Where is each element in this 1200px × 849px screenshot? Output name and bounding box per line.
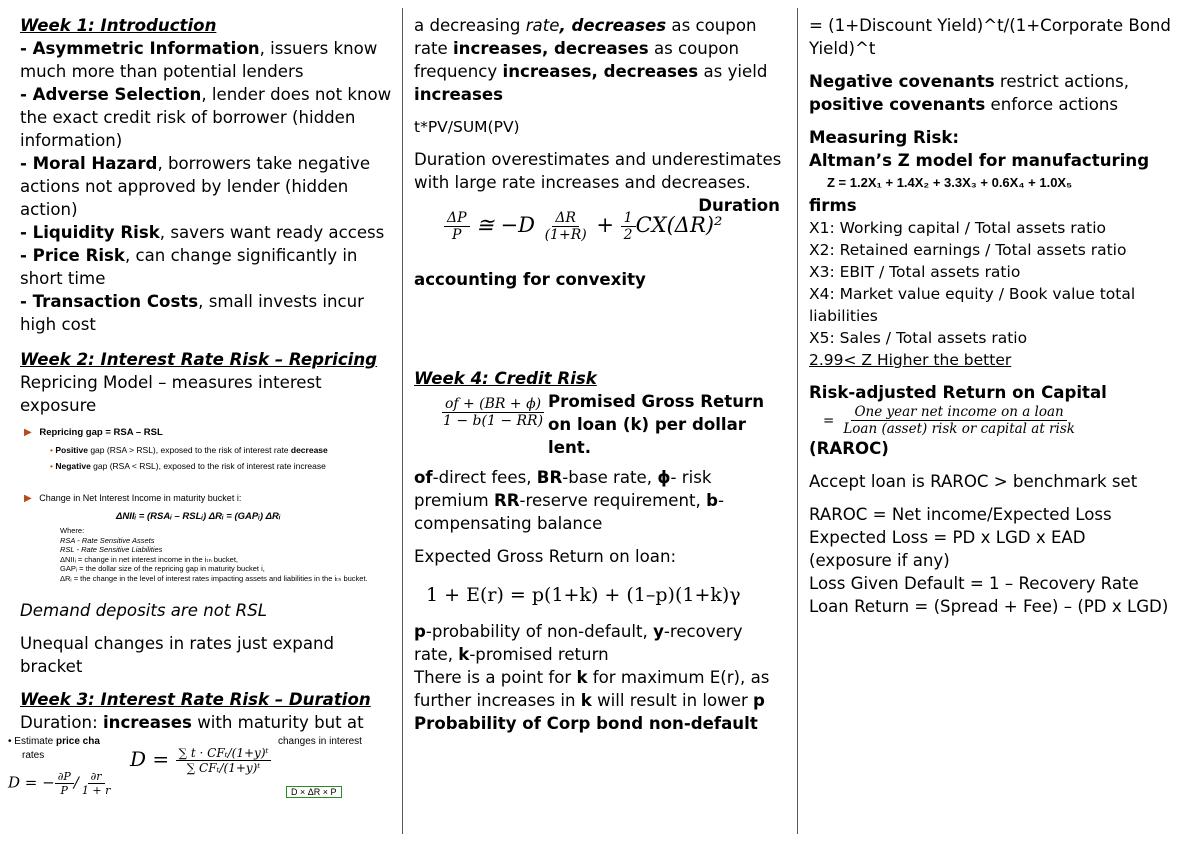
x-variable-item: X2: Retained earnings / Total assets ratio xyxy=(809,241,1127,259)
text-fragment: - risk premium xyxy=(414,468,712,510)
term-label: - Adverse Selection xyxy=(20,85,202,104)
week1-item xyxy=(20,152,392,221)
raroc-line: RAROC = Net income/Expected Loss xyxy=(809,505,1112,524)
text-fragment: rate xyxy=(525,16,560,35)
yield-formula: = (1+Discount Yield)^t/(1+Corporate Bond Yield)^t xyxy=(809,16,1171,58)
text-fragment: -reserve requirement, xyxy=(519,491,707,510)
changes-label: changes in interest xyxy=(278,736,362,747)
duration-sum-formula: D = $\frac{\text{∑ t · CFₜ/(1+y)ᵗ}}{\text{∑ CFₜ/(1+y)ᵗ}}$ xyxy=(130,746,271,775)
week1-item xyxy=(20,37,392,83)
text-fragment: There is a point for xyxy=(414,668,577,687)
column-1 xyxy=(8,14,392,804)
rates-label: rates xyxy=(22,750,45,761)
column-2 xyxy=(414,14,786,735)
term-description: , lender does not know the exact credit risk of borrower (hidden information) xyxy=(20,85,392,150)
text-fragment: of xyxy=(414,468,433,487)
measuring-risk-heading: Measuring Risk: xyxy=(809,128,960,147)
column-divider-1 xyxy=(402,8,403,834)
text-fragment: k xyxy=(458,645,470,664)
x-variable-list xyxy=(809,217,1189,349)
duration-note: Duration overestimates and underestimates with large rate increases and decreases. xyxy=(414,150,782,192)
x-variable-item: X1: Working capital / Total assets ratio xyxy=(809,219,1107,237)
raroc-abbreviation: (RAROC) xyxy=(809,439,889,458)
expected-return-formula: 1 + E(r) = p(1+k) + (1–p)(1+k)γ xyxy=(426,584,741,606)
text-fragment: k xyxy=(576,668,588,687)
term-label: - Price Risk xyxy=(20,246,125,265)
text-fragment: restrict actions, xyxy=(994,72,1130,91)
term-label: - Liquidity Risk xyxy=(20,223,160,242)
term-description: , issuers know much more than potential lenders xyxy=(20,39,378,81)
term-description: , savers want ready access xyxy=(159,223,385,242)
convexity-formula: $\frac{\Delta P}{P}$ ≅ −D $\frac{\Delta R}{(1+R)}$ + $\frac{1}{2}$ CX(ΔR)² xyxy=(444,210,722,243)
covenants-note xyxy=(809,70,1189,116)
change-nii-title: ▶ Change in Net Interest Income in maturity bucket i: xyxy=(24,493,242,504)
x-variable-item: X5: Sales / Total assets ratio xyxy=(809,329,1028,347)
max-return-note xyxy=(414,666,786,712)
corp-bond-heading: Probability of Corp bond non-default xyxy=(414,714,758,733)
repricing-definitions xyxy=(60,526,390,583)
term-description: , borrowers take negative actions not approved by lender (hidden action) xyxy=(20,154,371,219)
text-fragment: as coupon frequency xyxy=(414,39,740,81)
convexity-label: accounting for convexity xyxy=(414,270,646,289)
week1-item xyxy=(20,83,392,152)
duration-label: Duration xyxy=(698,196,780,215)
raroc-line: Loan Return = (Spread + Fee) – (PD x LGD) xyxy=(809,597,1169,616)
bullet-dot-icon: • xyxy=(50,461,53,471)
expected-return-heading: Expected Gross Return on loan: xyxy=(414,547,677,566)
text-fragment: , decreases xyxy=(559,16,667,35)
text-fragment: increases xyxy=(414,85,503,104)
bullet-arrow-icon: ▶ xyxy=(24,427,32,438)
def-gap: GAPᵢ = the dollar size of the repricing gap in maturity bucket i, xyxy=(60,564,265,573)
bullet-arrow-icon: ▶ xyxy=(24,493,32,504)
raroc-final-lines xyxy=(809,503,1189,618)
duration-formula-text: t*PV/SUM(PV) xyxy=(414,118,520,136)
unequal-changes-note: Unequal changes in rates just expand bracket xyxy=(20,634,335,676)
duration-box: D × ΔR × P xyxy=(286,786,342,798)
column-divider-2 xyxy=(797,8,798,834)
bullet-dot-icon: • xyxy=(8,736,12,747)
text-fragment: will result in lower xyxy=(591,691,754,710)
negative-gap-line: • Negative gap (RSA < RSL), exposed to the risk of interest rate increase xyxy=(50,461,326,471)
bullet-dot-icon: • xyxy=(50,445,53,455)
nii-formula: ΔNIIᵢ = (RSAᵢ – RSLᵢ) ΔRᵢ = (GAPᵢ) ΔRᵢ xyxy=(116,511,281,522)
text-fragment: RR xyxy=(493,491,520,510)
positive-gap-line: • Positive gap (RSA > RSL), exposed to the risk of interest rate decrease xyxy=(50,445,328,455)
text-fragment: a decreasing xyxy=(414,16,526,35)
z-threshold-note: 2.99< Z Higher the better xyxy=(809,351,1012,369)
text-fragment: for maximum E(r), as further increases in xyxy=(414,668,770,710)
firms-label: firms xyxy=(809,196,857,215)
raroc-formula: = $\frac{\text{One year net income on a loan}}{\text{Loan (asset) risk or capital at risk}}$ xyxy=(823,404,1075,437)
raroc-line: (exposure if any) xyxy=(809,551,950,570)
text-fragment: as coupon rate xyxy=(414,16,757,58)
def-rsl: RSL - Rate Sensitive Liabilities xyxy=(60,545,163,554)
text-fragment: positive covenants xyxy=(809,95,986,114)
duration-formula-image xyxy=(8,734,388,804)
repricing-gap-image xyxy=(20,423,392,601)
column-3 xyxy=(809,14,1189,618)
text-fragment: as yield xyxy=(698,62,768,81)
convexity-formula-block xyxy=(414,194,786,268)
text-fragment: -promised return xyxy=(469,645,609,664)
repricing-gap-title: ▶ Repricing gap = RSA – RSL xyxy=(24,427,163,438)
term-description: , small invests incur high cost xyxy=(20,292,364,334)
promised-return-label: Promised Gross Return on loan (k) per dollar lent. xyxy=(548,392,765,457)
week1-item xyxy=(20,290,392,336)
week3-heading: Week 3: Interest Rate Risk – Duration xyxy=(20,690,371,709)
text-fragment: b xyxy=(706,491,718,510)
text-fragment: k xyxy=(580,691,592,710)
text-fragment: BR xyxy=(536,468,563,487)
week1-item xyxy=(20,244,392,290)
probability-definitions xyxy=(414,620,786,666)
x-variable-item: X3: EBIT / Total assets ratio xyxy=(809,263,1021,281)
def-rsa: RSA - Rate Sensitive Assets xyxy=(60,535,155,545)
promised-return-block xyxy=(414,390,786,466)
x-variable-item: X4: Market value equity / Book value total liabilities xyxy=(809,285,1136,325)
promised-return-formula: $\frac{of + (BR + \phi)}{1 - b(1 - RR)}$ xyxy=(443,396,544,429)
week3-intro: Duration: increases with maturity but at xyxy=(20,713,364,732)
text-fragment: -compensating balance xyxy=(414,491,724,533)
text-fragment: ϕ xyxy=(657,468,671,487)
term-label: - Asymmetric Information xyxy=(20,39,260,58)
text-fragment: -base rate, xyxy=(562,468,658,487)
duration-properties xyxy=(414,14,786,106)
text-fragment: -recovery rate, xyxy=(414,622,743,664)
text-fragment: p xyxy=(414,622,426,641)
text-fragment: enforce actions xyxy=(985,95,1119,114)
text-fragment: increases, decreases xyxy=(452,39,649,58)
accept-loan-note: Accept loan is RAROC > benchmark set xyxy=(809,472,1138,491)
week2-heading: Week 2: Interest Rate Risk – Repricing xyxy=(20,350,378,369)
text-fragment: Negative covenants xyxy=(809,72,995,91)
text-fragment: y xyxy=(653,622,664,641)
def-nii: ΔNIIᵢ = change in net interest income in the iₜₕ bucket, xyxy=(60,554,238,564)
text-fragment: p xyxy=(753,691,765,710)
where-label: Where: xyxy=(60,526,85,535)
text-fragment: -direct fees, xyxy=(432,468,537,487)
raroc-line: Expected Loss = PD x LGD x EAD xyxy=(809,528,1086,547)
week2-intro: Repricing Model – measures interest exposure xyxy=(20,373,322,415)
demand-deposits-note: Demand deposits are not RSL xyxy=(20,601,267,620)
text-fragment: increases, decreases xyxy=(502,62,699,81)
week1-item xyxy=(20,221,392,244)
week1-list xyxy=(20,37,392,336)
term-description: , can change significantly in short time xyxy=(20,246,358,288)
estimate-label: • Estimate price cha xyxy=(8,736,100,747)
duration-derivative: D = − $\frac{\partial P}{P}$ / $\frac{\partial r}{1 + r}$ xyxy=(8,770,111,797)
text-fragment: -probability of non-default, xyxy=(425,622,654,641)
raroc-heading: Risk-adjusted Return on Capital xyxy=(809,383,1107,402)
week1-heading: Week 1: Introduction xyxy=(20,16,217,35)
altman-heading: Altman’s Z model for manufacturing xyxy=(809,151,1150,170)
term-label: - Transaction Costs xyxy=(20,292,199,311)
raroc-line: Loss Given Default = 1 – Recovery Rate xyxy=(809,574,1139,593)
def-delta-r: ΔRᵢ = the change in the level of interest rates impacting assets and liabilities in the iₜₕ bucket. xyxy=(60,573,368,583)
term-label: - Moral Hazard xyxy=(20,154,158,173)
loan-definitions xyxy=(414,466,786,535)
week4-heading: Week 4: Credit Risk xyxy=(414,369,597,388)
z-formula: Z = 1.2X₁ + 1.4X₂ + 3.3X₃ + 0.6X₄ + 1.0X₅ xyxy=(827,175,1073,190)
